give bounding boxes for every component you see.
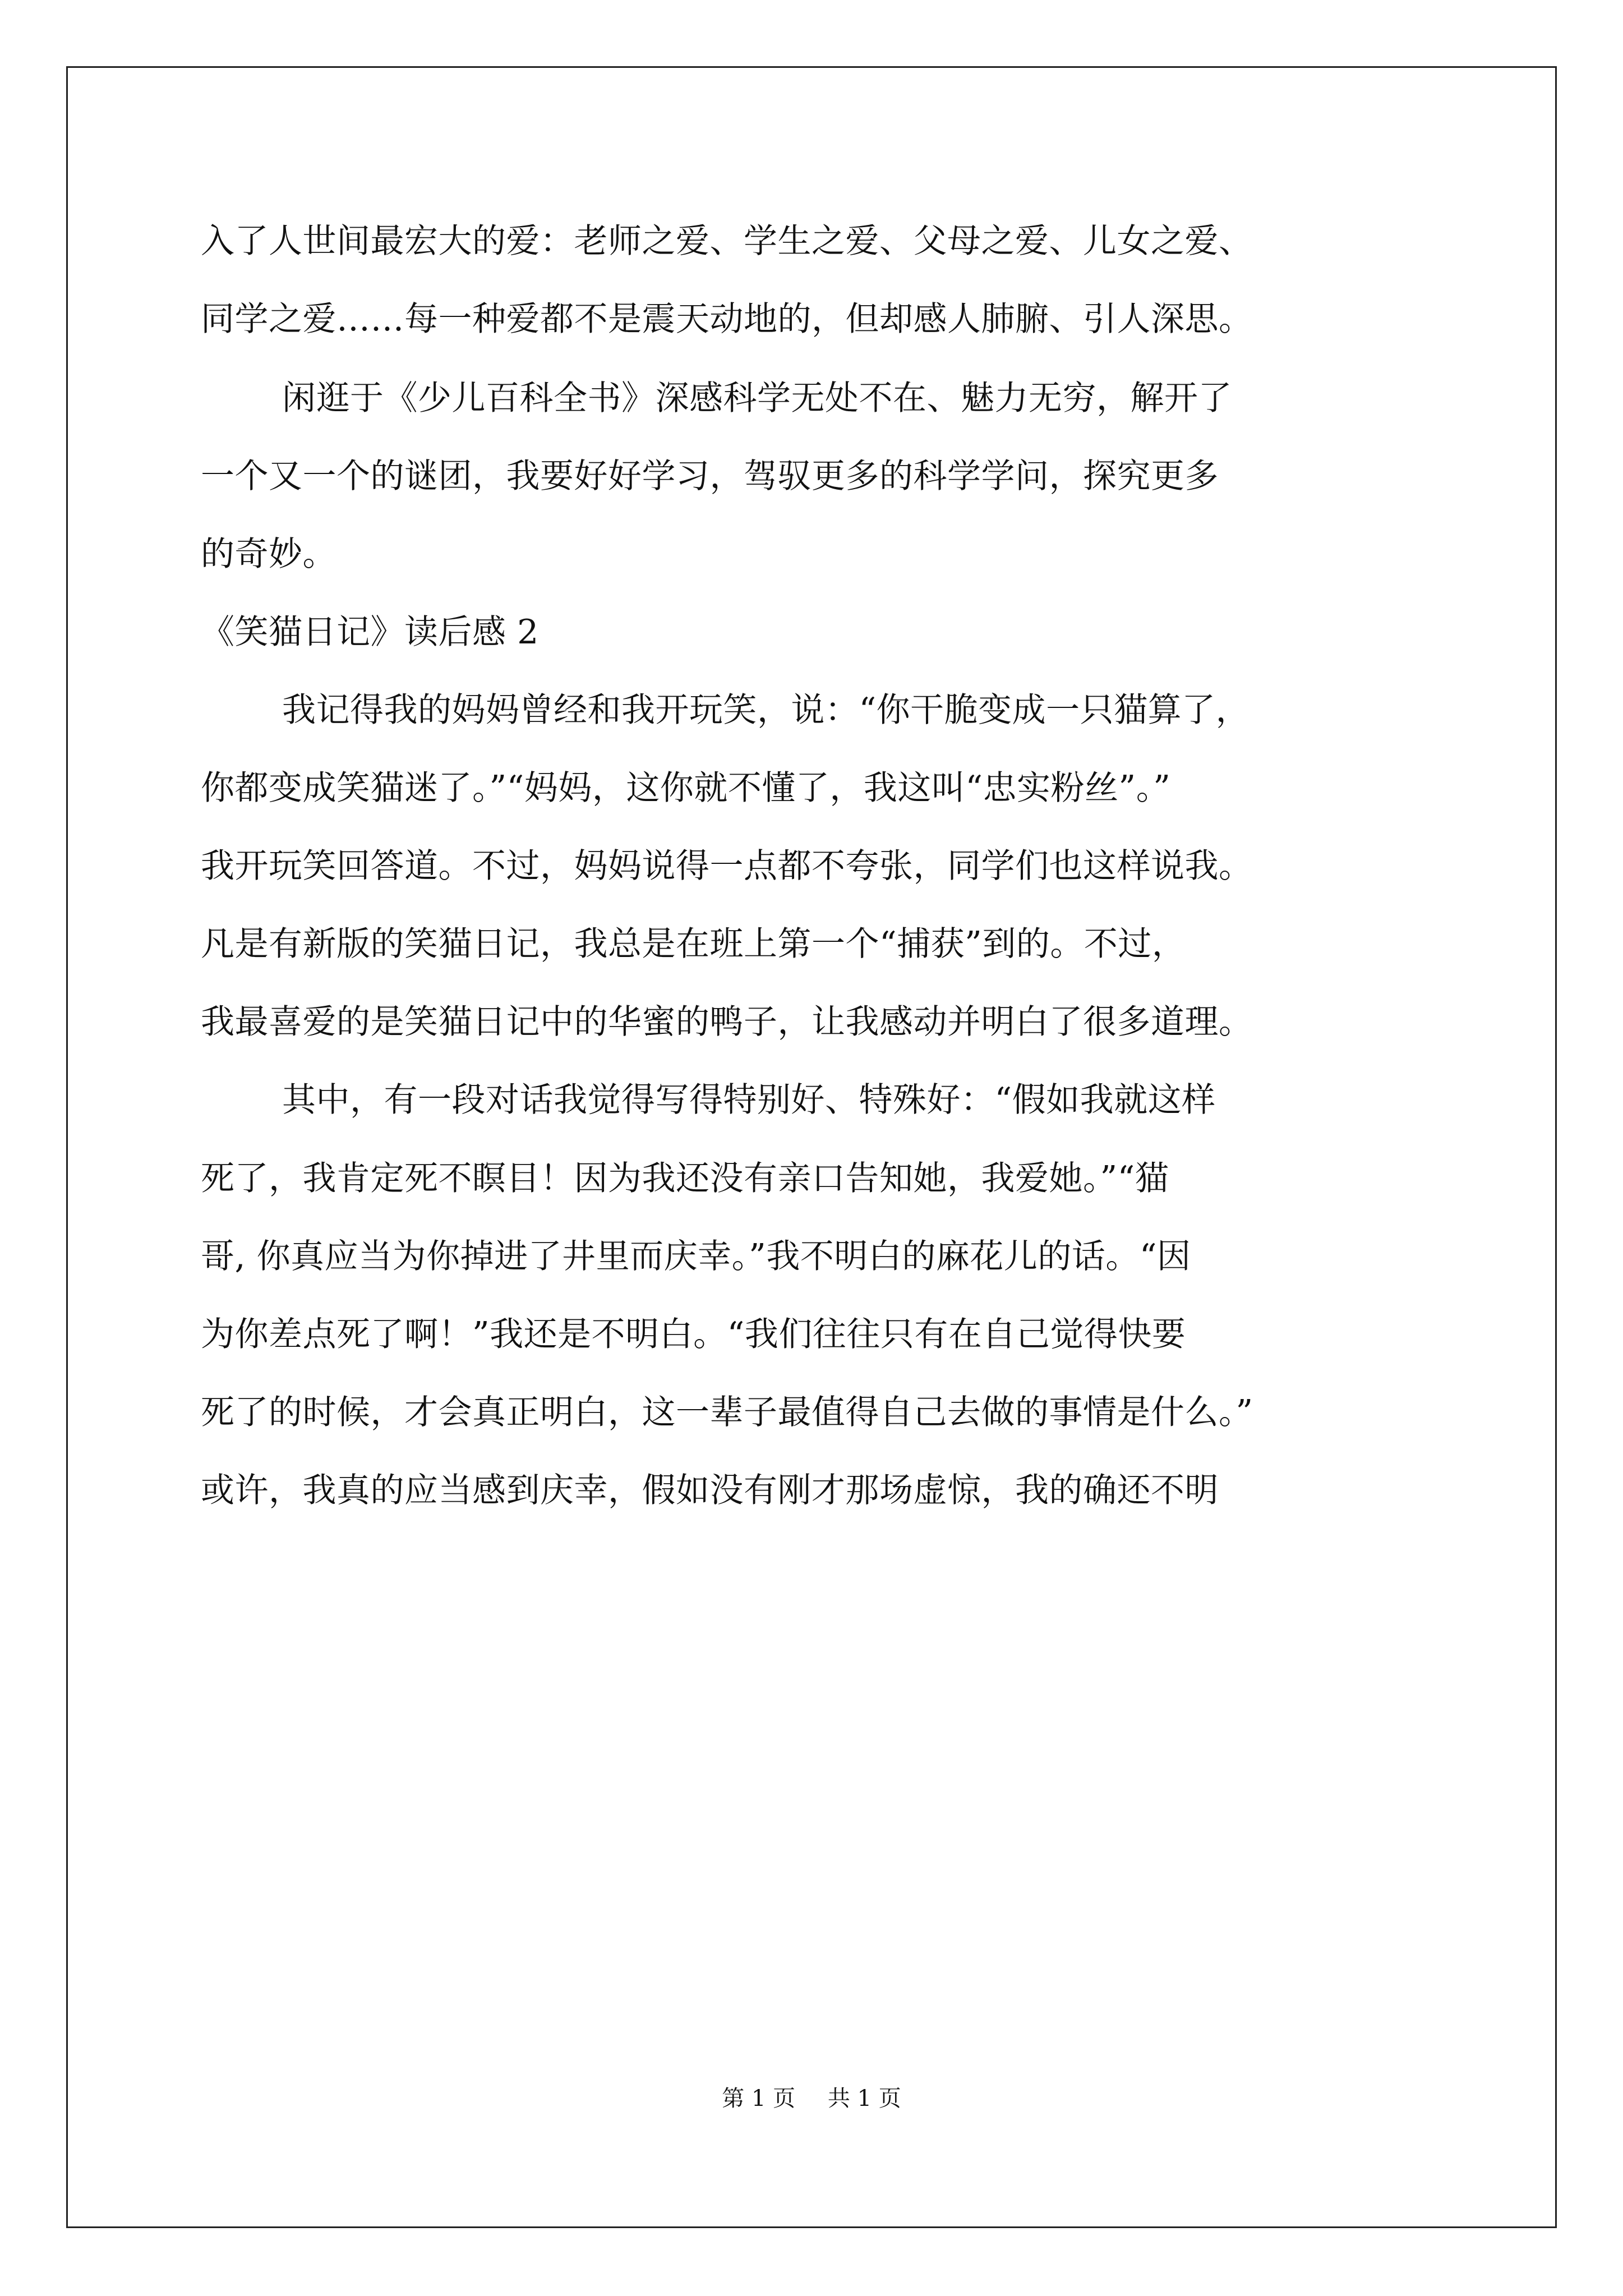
paragraph-start-line: 其中，有一段对话我觉得写得特别好、特殊好：“假如我就这样 <box>282 1080 1216 1120</box>
section-heading: 《笑猫日记》读后感 2 <box>201 613 539 652</box>
text-line: 凡是有新版的笑猫日记，我总是在班上第一个“捕获”到的。不过， <box>201 924 1186 964</box>
text-line: 死了，我肯定死不瞑目！因为我还没有亲口告知她，我爱她。”“猫 <box>201 1159 1169 1198</box>
text-line: 入了人世间最宏大的爱：老师之爱、学生之爱、父母之爱、儿女之爱、 <box>201 222 1253 261</box>
text-line: 同学之爱……每一种爱都不是震天动地的，但却感人肺腑、引人深思。 <box>201 300 1253 339</box>
text-line: 一个又一个的谜团，我要好好学习，驾驭更多的科学学问，探究更多 <box>201 457 1219 496</box>
text-line: 死了的时候，才会真正明白，这一辈子最值得自己去做的事情是什么。” <box>201 1393 1253 1432</box>
text-line: 的奇妙。 <box>201 535 336 574</box>
text-line: 或许，我真的应当感到庆幸，假如没有刚才那场虚惊，我的确还不明 <box>201 1471 1219 1510</box>
paragraph-start-line: 我记得我的妈妈曾经和我开玩笑，说：“你干脆变成一只猫算了， <box>282 691 1250 730</box>
text-line: 为你差点死了啊！”我还是不明白。“我们往往只有在自己觉得快要 <box>201 1315 1186 1354</box>
page-footer <box>0 2085 1623 2113</box>
paragraph-start-line: 闲逛于《少儿百科全书》深感科学无处不在、魅力无穷，解开了 <box>282 379 1232 418</box>
text-line: 你都变成笑猫迷了。”“妈妈，这你就不懂了，我这叫“忠实粉丝”。” <box>201 769 1171 808</box>
page-number: 第 1 页 <box>722 2086 796 2111</box>
text-line: 哥, 你真应当为你掉进了井里而庆幸。”我不明白的麻花儿的话。“因 <box>201 1237 1191 1276</box>
page-total: 共 1 页 <box>827 2086 901 2111</box>
text-line: 我最喜爱的是笑猫日记中的华蜜的鸭子，让我感动并明白了很多道理。 <box>201 1002 1253 1042</box>
text-line: 我开玩笑回答道。不过，妈妈说得一点都不夸张，同学们也这样说我。 <box>201 846 1253 886</box>
